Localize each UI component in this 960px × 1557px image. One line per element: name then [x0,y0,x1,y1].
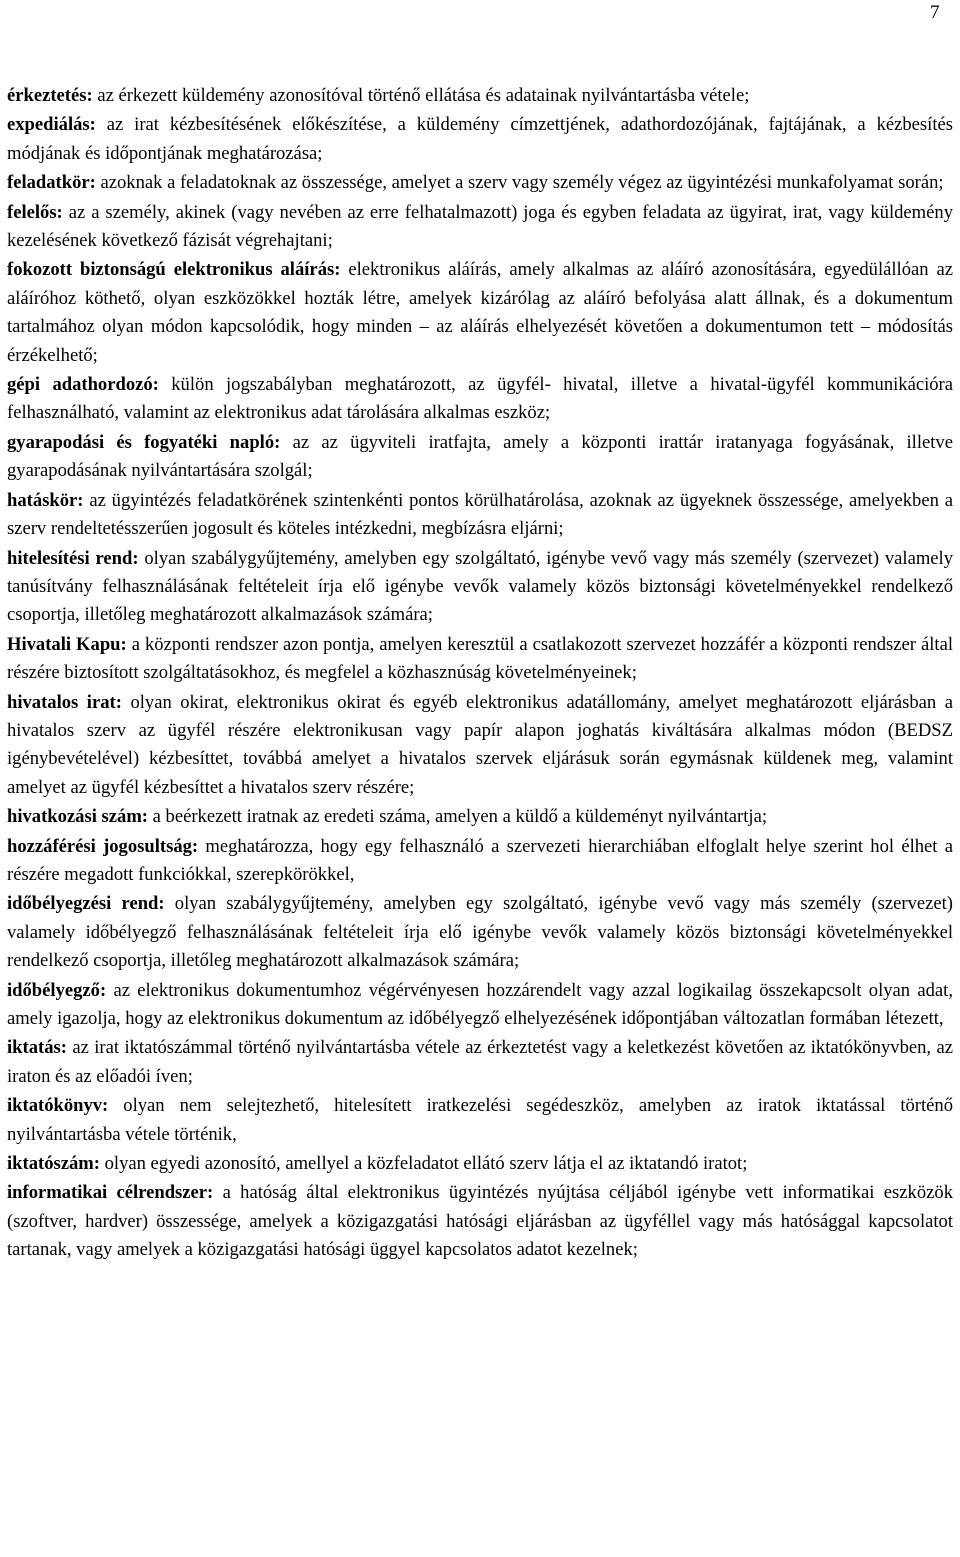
glossary-definition: meghatározza, hogy egy felhasználó a szervezeti hierarchiában elfoglalt helye szerint hol élhet a részére megadott funkciókkal, szerepkörökkel, [7,835,954,885]
glossary-term: gépi adathordozó: [7,374,159,396]
glossary-entry [7,256,953,370]
glossary-term: időbélyegzési rend: [7,893,165,915]
glossary-definition: külön jogszabályban meghatározott, az ügyfél- hivatal, illetve a hivatal-ügyfél kommunikációra felhasználható, valamint az elektronikus adat tárolására alkalmas eszköz; [7,374,953,424]
glossary-term: feladatkör: [7,172,96,194]
glossary-definition: olyan egyedi azonosító, amellyel a közfeladatot ellátó szerv látja el az iktatandó iratot; [99,1153,748,1175]
glossary-entry [7,199,953,256]
glossary-entry [7,111,953,168]
glossary-entry [7,371,953,428]
glossary-entry [7,977,953,1034]
glossary-entry [7,82,953,110]
glossary-definition: olyan nem selejtezhető, hitelesített iratkezelési segédeszköz, amelyben az iratok iktatással történő nyilvántartásba vétele történik, [7,1095,953,1145]
glossary-term: gyarapodási és fogyatéki napló: [7,431,281,453]
glossary-entry [7,890,953,975]
glossary-term: expediálás: [7,114,96,136]
glossary-definition: a beérkezett iratnak az eredeti száma, amelyen a küldő a küldeményt nyilvántartja; [148,806,767,828]
glossary-entry [7,545,953,630]
glossary-entry [7,833,953,890]
glossary-definition: olyan szabálygyűjtemény, amelyben egy szolgáltató, igénybe vevő vagy más személy (szervezet) valamely tanúsítvány felhasználásának feltételeit írja elő igénybe vevők valamely közös biztonsági követelményekkel rendelkező csoportja, illetőleg meghatározott alkalmazások számára; [7,547,954,626]
glossary-definition: olyan okirat, elektronikus okirat és egyéb elektronikus adatállomány, amelyet meghatározott eljárásban a hivatalos szerv az ügyfél részére elektronikusan vagy papír alapon joghatás kiváltására alkalmas módon (BEDSZ igénybevételével) kézbesíttet, továbbá amelyet a hivatalos szervek eljárásuk során egymásnak küldenek meg, valamint amelyet az ügyfél kézbesíttet a hivatalos szerv részére; [7,691,953,798]
glossary-term: iktatókönyv: [7,1095,109,1117]
glossary-term: felelős: [7,201,63,223]
glossary-definition: az irat kézbesítésének előkészítése, a küldemény címzettjének, adathordozójának, fajtájának, a kézbesítés módjának és időpontjának meghatározása; [7,114,953,164]
glossary-term: hivatkozási szám: [7,806,148,828]
page-number: 7 [930,2,940,23]
glossary-entry [7,631,953,688]
glossary-term: Hivatali Kapu: [7,633,127,655]
glossary-definition: az ügyintézés feladatkörének szintenkénti pontos körülhatárolása, azoknak az ügyeknek összessége, amelyekben a szerv rendeltetésszerűen jogosult és köteles intézkedni, megbízásra eljárni; [7,489,953,540]
glossary-term: hozzáférési jogosultság: [7,835,199,857]
glossary-entry [7,1034,953,1091]
glossary-definition: a központi rendszer azon pontja, amelyen keresztül a csatlakozott szervezet hozzáfér a központi rendszer által részére biztosított szolgáltatásokhoz, és megfelel a közhasznúság követelményeinek; [7,633,953,684]
glossary-definition: olyan szabálygyűjtemény, amelyben egy szolgáltató, igénybe vevő vagy más személy (szervezet) valamely időbélyegző felhasználásának feltételeit írja elő igénybe vevők valamely közös biztonsági követelményekkel rendelkező csoportja, illetőleg meghatározott alkalmazások számára; [7,893,953,972]
glossary-definition: az irat iktatószámmal történő nyilvántartásba vétele az érkeztetést vagy a keletkezést követően az iktatókönyvben, az iraton és az előadói íven; [7,1037,953,1087]
glossary-definition: az az ügyviteli iratfajta, amely a központi irattár iratanyaga fogyásának, illetve gyarapodásának nyilvántartására szolgál; [7,431,953,482]
glossary-definition: azoknak a feladatoknak az összessége, amelyet a szerv vagy személy végez az ügyintézési munkafolyamat során; [95,172,944,194]
glossary-entry [7,689,953,803]
glossary-entry [7,169,953,197]
glossary-definition: az elektronikus dokumentumhoz végérvényesen hozzárendelt vagy azzal logikailag összekapcsolt olyan adat, amely igazolja, hogy az elektronikus dokumentum az időbélyegző elhelyezésének időpontjában változatlan formában létezett, [7,979,953,1029]
glossary-term: fokozott biztonságú elektronikus aláírás: [7,259,341,281]
glossary-term: informatikai célrendszer: [7,1182,214,1204]
glossary-term: érkeztetés: [7,85,93,106]
glossary-term: iktatás: [7,1037,67,1059]
glossary-entry [7,1150,953,1178]
glossary-term: hivatalos irat: [7,691,122,713]
glossary-entry [7,487,953,544]
glossary-definition: a hatóság által elektronikus ügyintézés nyújtása céljából igénybe vett informatikai eszközök (szoftver, hardver) összessége, amelyek a közigazgatási hatósági eljárásban az ügyféllel vagy más hatósággal kapcsolatot tartanak, vagy amelyek a közigazgatási hatósági üggyel kapcsolatos adatot kezelnek; [7,1182,953,1261]
glossary-term: időbélyegző: [7,979,107,1001]
glossary-term: hitelesítési rend: [7,547,139,569]
glossary-definition: az érkezett küldemény azonosítóval történő ellátása és adatainak nyilvántartásba vétele; [92,85,750,106]
glossary-definition: az a személy, akinek (vagy nevében az erre felhatalmazott) joga és egyben feladata az ügyirat, irat, vagy küldemény kezelésének következő fázisát végrehajtani; [7,201,953,252]
glossary-definition: elektronikus aláírás, amely alkalmas az aláíró azonosítására, egyedülállóan az aláíróhoz köthető, olyan eszközökkel hozták létre, amelyek kizárólag az aláíró befolyása alatt állnak, és a dokumentum tartalmához olyan módon kapcsolódik, hogy minden – az aláírás elhelyezését követően a dokumentumon tett – módosítás érzékelhető; [7,259,953,366]
glossary-term: iktatószám: [7,1153,100,1175]
glossary-list [7,82,953,1266]
glossary-entry [7,803,953,831]
glossary-term: hatáskör: [7,489,84,511]
glossary-entry [7,1092,953,1149]
glossary-entry [7,1179,953,1264]
glossary-entry [7,429,953,486]
